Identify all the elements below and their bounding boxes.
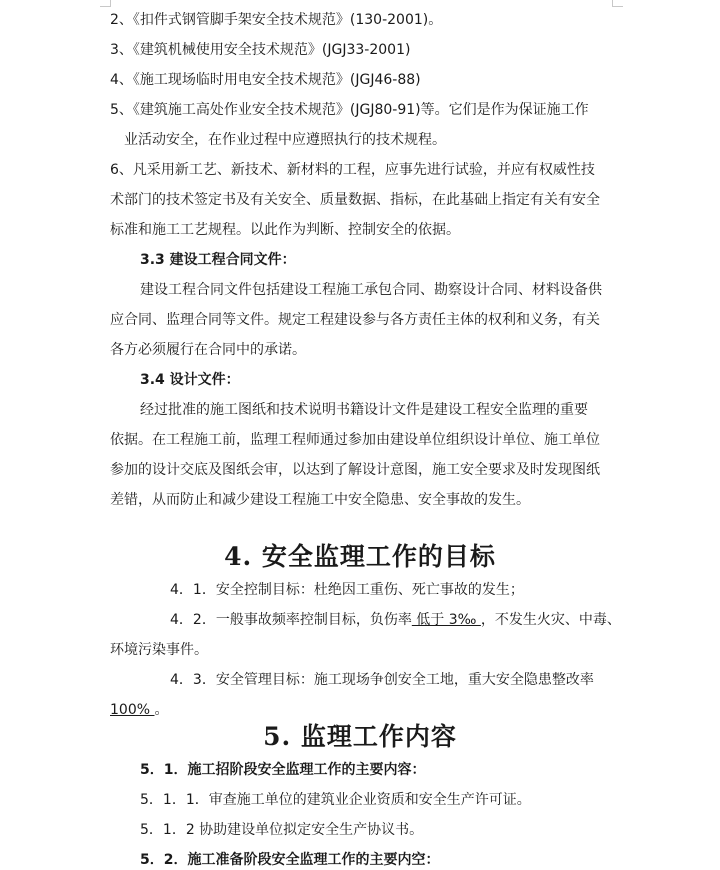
section-heading-3-4: 3.4 设计文件： [140,372,240,388]
list-item: 2、《扣件式钢管脚手架安全技术规范》(130-2001)。 [110,12,443,28]
paragraph-line: 术部门的技术签定书及有关安全、质量数据、指标，在此基础上指定有关有安全 [110,192,600,208]
target-text: 4．2．一般事故频率控制目标，负伤率 [170,612,412,628]
target-item [170,610,621,630]
paragraph-line: 经过批准的施工图纸和技术说明书籍设计文件是建设工程安全监理的重要 [140,402,588,418]
paragraph-line: 标准和施工工艺规程。以此作为判断、控制安全的依据。 [110,222,460,238]
target-rate-value: 100% [110,702,155,718]
paragraph-line: 应合同、监理合同等文件。规定工程建设参与各方责任主体的权利和义务，有关 [110,312,600,328]
target-item-continuation [110,700,168,720]
chapter-heading-4: 4. 安全监理工作的目标 [224,542,496,571]
section-heading-5-1: 5．1．施工招阶段安全监理工作的主要内容： [140,762,426,778]
target-item: 4．3．安全管理目标：施工现场争创安全工地，重大安全隐患整改率 [170,672,594,688]
target-text: ，不发生火灾、中毒、 [480,612,621,628]
paragraph-line: 差错，从而防止和减少建设工程施工中安全隐患、安全事故的发生。 [110,492,530,508]
list-item: 4、《施工现场临时用电安全技术规范》(JGJ46-88) [110,72,421,88]
page-corner-mark [612,0,623,7]
list-item-continuation: 业活动安全，在作业过程中应遵照执行的技术规程。 [124,132,446,148]
paragraph-line: 各方必须履行在合同中的承诺。 [110,342,306,358]
section-heading-3-3: 3.3 建设工程合同文件： [140,252,296,268]
target-rate-value: 低于 3‰ [411,612,481,628]
list-item: 6、凡采用新工艺、新技术、新材料的工程，应事先进行试验，并应有权威性技 [110,162,595,178]
paragraph-line: 参加的设计交底及图纸会审，以达到了解设计意图，施工安全要求及时发现图纸 [110,462,600,478]
target-item: 4．1．安全控制目标：杜绝因工重伤、死亡事故的发生； [170,582,524,598]
list-item: 5、《建筑施工高处作业安全技术规范》(JGJ80-91)等。它们是作为保证施工作 [110,102,589,118]
page-corner-mark [100,0,111,7]
paragraph-line: 依据。在工程施工前，监理工程师通过参加由建设单位组织设计单位、施工单位 [110,432,600,448]
list-item: 3、《建筑机械使用安全技术规范》(JGJ33-2001) [110,42,411,58]
chapter-heading-5: 5. 监理工作内容 [263,722,457,751]
target-item-continuation: 环境污染事件。 [110,642,208,658]
list-item: 5．1．1．审查施工单位的建筑业企业资质和安全生产许可证。 [140,792,531,808]
target-text: 。 [154,702,169,718]
list-item: 5．1．2 协助建设单位拟定安全生产协议书。 [140,822,424,838]
section-heading-5-2: 5．2．施工准备阶段安全监理工作的主要内空： [140,852,440,868]
paragraph-line: 建设工程合同文件包括建设工程施工承包合同、勘察设计合同、材料设备供 [140,282,602,298]
